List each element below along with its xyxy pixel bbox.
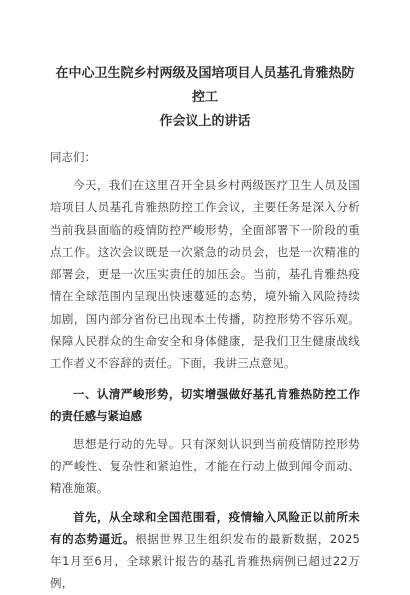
paragraph-body-text: 根据世界卫生组织发布的最新数据，2025年1月至6月，全球累计报告的基孔肯雅热病例已超过22万例， [50, 531, 361, 591]
paragraph-lead-sentence: 首先，从全球和全国范围看，疫情输入风险正以前所未有的态势逼近。 [50, 509, 360, 546]
document-title [50, 62, 360, 134]
document-title-line-1: 在中心卫生院乡村两级及国培项目人员基孔肯雅热防控工 [55, 66, 355, 105]
document-title-line-2: 作会议上的讲话 [159, 114, 251, 129]
salutation: 同志们： [50, 150, 96, 164]
section-1-paragraph-2 [50, 506, 360, 595]
opening-paragraph: 今天，我们在这里召开全县乡村两级医疗卫生人员及国培项目人员基孔肯雅热防控工作会议，主要任务是深入分析当前我县面临的疫情防控严峻形势，全面部署下一阶段的重点工作。这次会议既是一次紧急的动员会，也是一次精准的部署会，更是一次压实责任的加压会。当前，基孔肯雅热疫情在全球范围内呈现出快速蔓延的态势，境外输入风险持续加剧，国内部分省份已出现本土传播，防控形势不容乐观。保障人民群众的生命安全和身体健康，是我们卫生健康战线工作者义不容辞的责任。下面，我讲三点意见。 [50, 178, 360, 371]
section-1-paragraph-1: 思想是行动的先导。只有深刻认识到当前疫情防控形势的严峻性、复杂性和紧迫性，才能在行动上做到闻令而动、精准施策。 [50, 436, 360, 496]
section-heading-1: 一、认清严峻形势，切实增强做好基孔肯雅热防控工作的责任感与紧迫感 [50, 386, 360, 423]
